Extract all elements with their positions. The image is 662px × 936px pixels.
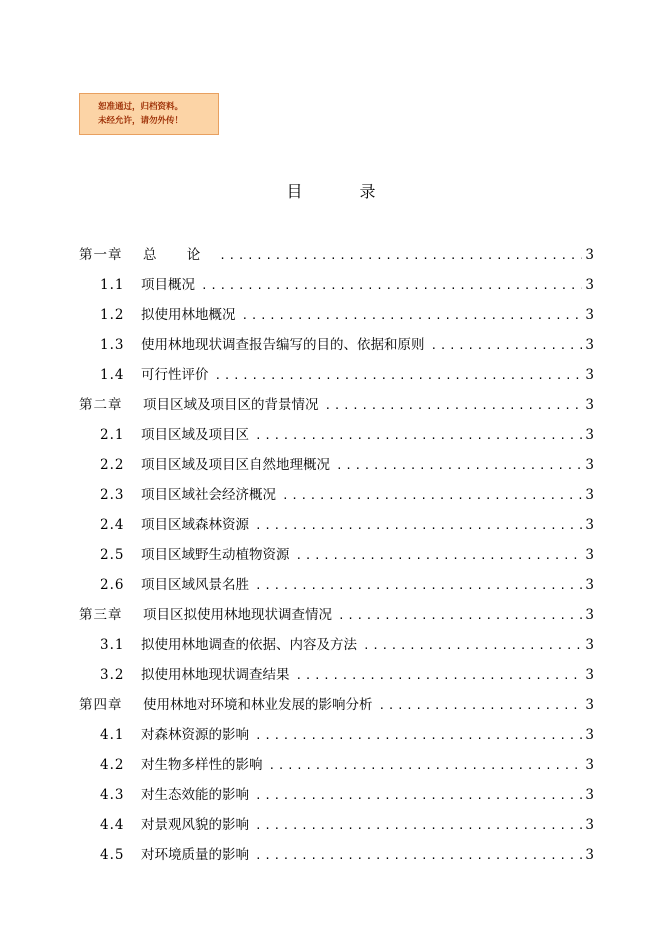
- toc-entry-page-number: 3: [585, 787, 594, 803]
- toc-entry-page-number: 3: [585, 457, 594, 473]
- toc-entry-page-number: 3: [585, 727, 594, 743]
- toc-entry-page-number: 3: [585, 487, 594, 503]
- toc-entry-label: 项目区域风景名胜: [141, 577, 249, 593]
- toc-section-entry[interactable]: [79, 720, 594, 750]
- toc-entry-page-number: 3: [585, 757, 594, 773]
- toc-section-entry[interactable]: [79, 480, 594, 510]
- toc-section-entry[interactable]: [79, 810, 594, 840]
- toc-entry-label: 对环境质量的影响: [141, 847, 249, 863]
- toc-dot-leader: [325, 391, 583, 420]
- toc-dot-leader: [282, 481, 582, 510]
- toc-entry-number: 第一章: [79, 247, 123, 263]
- toc-dot-leader: [431, 331, 583, 360]
- toc-entry-number: 第四章: [79, 697, 123, 713]
- toc-entry-number: 第三章: [79, 607, 123, 623]
- toc-dot-leader: [379, 691, 583, 720]
- toc-title: [0, 181, 662, 203]
- toc-entry-number: 4.2: [100, 757, 125, 773]
- toc-entry-number: 第二章: [79, 397, 123, 413]
- toc-entry-page-number: 3: [585, 607, 594, 623]
- toc-entry-number: 4.1: [100, 727, 125, 743]
- toc-entry-number: 4.5: [100, 847, 125, 863]
- confidential-stamp: [79, 93, 219, 135]
- toc-entry-label: 拟使用林地调查的依据、内容及方法: [141, 637, 357, 653]
- stamp-line-1: 恕准通过，归档资料。: [98, 102, 184, 112]
- toc-dot-leader: [201, 271, 582, 300]
- toc-dot-leader: [363, 631, 582, 660]
- toc-section-entry[interactable]: [79, 330, 594, 360]
- toc-entry-page-number: 3: [585, 637, 594, 653]
- toc-section-entry[interactable]: [79, 360, 594, 390]
- toc-entry-number: 4.3: [100, 787, 125, 803]
- toc-section-entry[interactable]: [79, 840, 594, 870]
- toc-entry-label: 项目区域及项目区的背景情况: [143, 397, 319, 413]
- toc-chapter-entry[interactable]: [79, 240, 594, 270]
- toc-section-entry[interactable]: [79, 660, 594, 690]
- toc-dot-leader: [255, 571, 582, 600]
- toc-section-entry[interactable]: [79, 630, 594, 660]
- toc-entry-label: 项目区拟使用林地现状调查情况: [143, 607, 332, 623]
- toc-entry-label: 对生态效能的影响: [141, 787, 249, 803]
- toc-entry-page-number: 3: [585, 547, 594, 563]
- toc-dot-leader: [255, 781, 582, 810]
- toc-dot-leader: [338, 601, 582, 630]
- toc-entry-label: 对生物多样性的影响: [141, 757, 263, 773]
- toc-entry-page-number: 3: [585, 817, 594, 833]
- toc-section-entry[interactable]: [79, 450, 594, 480]
- toc-entry-number: 1.1: [100, 277, 125, 293]
- toc-dot-leader: [336, 451, 582, 480]
- toc-entry-page-number: 3: [585, 577, 594, 593]
- toc-section-entry[interactable]: [79, 420, 594, 450]
- toc-entry-number: 2.3: [100, 487, 125, 503]
- toc-entry-page-number: 3: [585, 667, 594, 683]
- toc-entry-label: 对森林资源的影响: [141, 727, 249, 743]
- toc-dot-leader: [269, 751, 583, 780]
- toc-chapter-entry[interactable]: [79, 690, 594, 720]
- toc-entry-label: 使用林地现状调查报告编写的目的、依据和原则: [141, 337, 425, 353]
- toc-entry-label: 项目区域及项目区自然地理概况: [141, 457, 330, 473]
- table-of-contents: [79, 240, 594, 870]
- toc-section-entry[interactable]: [79, 510, 594, 540]
- toc-entry-label: 项目区域野生动植物资源: [141, 547, 290, 563]
- toc-entry-number: 3.1: [100, 637, 125, 653]
- toc-dot-leader: [219, 241, 582, 270]
- toc-entry-number: 1.2: [100, 307, 125, 323]
- toc-entry-page-number: 3: [585, 397, 594, 413]
- toc-entry-page-number: 3: [585, 247, 594, 263]
- toc-entry-number: 1.3: [100, 337, 125, 353]
- toc-title-part-1: 目: [286, 182, 303, 201]
- toc-entry-number: 3.2: [100, 667, 125, 683]
- toc-title-part-2: 录: [359, 182, 376, 201]
- toc-entry-number: 1.4: [100, 367, 125, 383]
- toc-entry-label: 项目区域及项目区: [141, 427, 249, 443]
- toc-entry-label: 拟使用林地现状调查结果: [141, 667, 290, 683]
- toc-entry-number: 2.4: [100, 517, 125, 533]
- stamp-line-2: 未经允许，请勿外传！: [98, 116, 184, 126]
- toc-section-entry[interactable]: [79, 540, 594, 570]
- toc-dot-leader: [296, 541, 583, 570]
- toc-entry-number: 2.6: [100, 577, 125, 593]
- toc-entry-page-number: 3: [585, 307, 594, 323]
- toc-entry-label: 项目区域森林资源: [141, 517, 249, 533]
- toc-entry-page-number: 3: [585, 847, 594, 863]
- toc-entry-page-number: 3: [585, 337, 594, 353]
- toc-dot-leader: [242, 301, 583, 330]
- toc-entry-label: 项目概况: [141, 277, 195, 293]
- toc-dot-leader: [255, 421, 582, 450]
- toc-entry-number: 2.2: [100, 457, 125, 473]
- toc-entry-page-number: 3: [585, 517, 594, 533]
- toc-dot-leader: [255, 841, 582, 870]
- toc-section-entry[interactable]: [79, 270, 594, 300]
- toc-section-entry[interactable]: [79, 750, 594, 780]
- toc-entry-page-number: 3: [585, 427, 594, 443]
- toc-chapter-entry[interactable]: [79, 600, 594, 630]
- toc-section-entry[interactable]: [79, 300, 594, 330]
- toc-entry-page-number: 3: [585, 277, 594, 293]
- toc-entry-label: 可行性评价: [141, 367, 209, 383]
- toc-dot-leader: [255, 721, 582, 750]
- toc-entry-label: 项目区域社会经济概况: [141, 487, 276, 503]
- toc-entry-page-number: 3: [585, 697, 594, 713]
- toc-dot-leader: [255, 811, 582, 840]
- toc-entry-number: 2.5: [100, 547, 125, 563]
- toc-entry-label: 使用林地对环境和林业发展的影响分析: [143, 697, 373, 713]
- toc-dot-leader: [215, 361, 583, 390]
- toc-entry-label: 总 论: [143, 247, 214, 263]
- toc-entry-label: 拟使用林地概况: [141, 307, 236, 323]
- toc-entry-number: 2.1: [100, 427, 125, 443]
- toc-section-entry[interactable]: [79, 570, 594, 600]
- toc-entry-page-number: 3: [585, 367, 594, 383]
- toc-dot-leader: [296, 661, 583, 690]
- toc-dot-leader: [255, 511, 582, 540]
- toc-entry-number: 4.4: [100, 817, 125, 833]
- toc-entry-label: 对景观风貌的影响: [141, 817, 249, 833]
- toc-chapter-entry[interactable]: [79, 390, 594, 420]
- toc-section-entry[interactable]: [79, 780, 594, 810]
